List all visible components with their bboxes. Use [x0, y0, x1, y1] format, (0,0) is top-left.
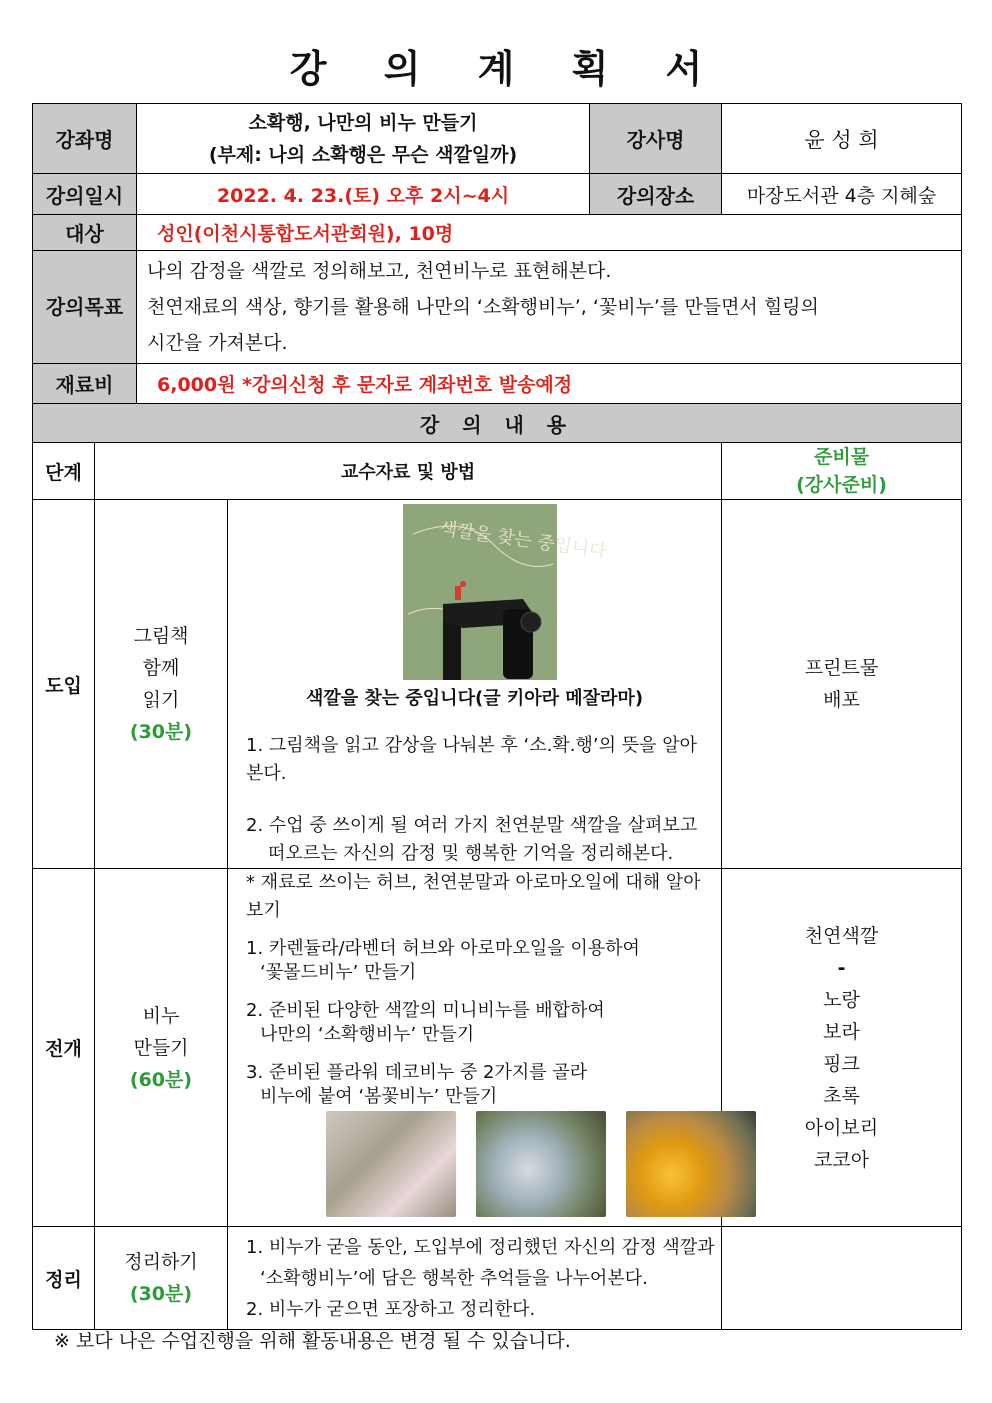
soap-photo-3 — [626, 1111, 756, 1217]
stage-intro: 도입 — [33, 500, 95, 869]
develop-note: * 재료로 쓰이는 허브, 천연분말과 아로마오일에 대해 알아보기 — [246, 872, 701, 921]
wrap-prep — [722, 1227, 962, 1330]
footer-note: ※ 보다 나은 수업진행을 위해 활동내용은 변경 될 수 있습니다. — [54, 1330, 571, 1352]
col-stage: 단계 — [33, 443, 95, 500]
fee-label: 재료비 — [33, 364, 137, 404]
develop-item-3: 3. 준비된 플라워 데코비누 중 2가지를 골라 비누에 붙여 ‘봄꽃비누’ 만들기 — [246, 1062, 588, 1107]
instructor-name: 윤 성 희 — [722, 104, 962, 174]
wrap-method: 1. 비누가 굳을 동안, 도입부에 정리했던 자신의 감정 색깔과 ‘소확행비누’에 담은 행복한 추억들을 나누어본다. 2. 비누가 굳으면 포장하고 정리한다. — [228, 1227, 722, 1330]
stage-develop: 전개 — [33, 869, 95, 1227]
goal-text: 나의 감정을 색깔로 정의해보고, 천연비누로 표현해본다. 천연재료의 색상, 향기를 활용해 나만의 ‘소확행비누’, ‘꽃비누’를 만들면서 힐링의 시간을 가져본다. — [137, 251, 962, 364]
col-method: 교수자료 및 방법 — [95, 443, 722, 500]
course-name: 소확행, 나만의 비누 만들기 (부제: 나의 소확행은 무슨 색깔일까) — [137, 104, 590, 174]
sewing-machine-illustration — [403, 504, 608, 680]
lecture-plan-table — [32, 103, 962, 1330]
goal-label: 강의목표 — [33, 251, 137, 364]
fee-value: 6,000원 *강의신청 후 문자로 계좌번호 발송예정 — [137, 364, 962, 404]
intro-item-1: 1. 그림책을 읽고 감상을 나눠본 후 ‘소.확.행’의 뜻을 알아본다. — [246, 735, 697, 784]
lecture-date: 2022. 4. 23.(토) 오후 2시~4시 — [137, 174, 590, 215]
content-section-title: 강 의 내 용 — [33, 404, 962, 443]
page-title: 강 의 계 획 서 — [289, 47, 725, 91]
develop-activity: 비누 만들기 (60분) — [95, 869, 228, 1227]
intro-prep: 프린트물 배포 — [722, 500, 962, 869]
target-value: 성인(이천시통합도서관회원), 10명 — [137, 215, 962, 251]
picture-book-cover — [403, 504, 608, 680]
book-caption: 색깔을 찾는 중입니다(글 키아라 메잘라마) — [305, 688, 644, 709]
wrap-activity: 정리하기 (30분) — [95, 1227, 228, 1330]
date-label: 강의일시 — [33, 174, 137, 215]
intro-method — [228, 500, 722, 869]
col-prep: 준비물 (강사준비) — [722, 443, 962, 500]
develop-item-1: 1. 카렌듈라/라벤더 허브와 아로마오일을 이용하여 ‘꽃몰드비누’ 만들기 — [246, 938, 640, 983]
develop-item-2: 2. 준비된 다양한 색깔의 미니비누를 배합하여 나만의 ‘소확행비누’ 만들기 — [246, 1000, 605, 1045]
develop-prep: 천연색깔 - 노랑 보라 핑크 초록 아이보리 코코아 — [722, 869, 962, 1227]
instructor-label: 강사명 — [590, 104, 722, 174]
soap-photo-2 — [476, 1111, 606, 1217]
soap-photo-1 — [326, 1111, 456, 1217]
svg-text:색깔을 찾는 중입니다: 색깔을 찾는 중입니다 — [437, 518, 608, 563]
target-label: 대상 — [33, 215, 137, 251]
develop-method — [228, 869, 722, 1227]
stage-wrap: 정리 — [33, 1227, 95, 1330]
soap-photos — [316, 1111, 715, 1226]
intro-activity: 그림책 함께 읽기 (30분) — [95, 500, 228, 869]
course-label: 강좌명 — [33, 104, 137, 174]
lecture-place: 마장도서관 4층 지혜숲 — [722, 174, 962, 215]
intro-item-2: 2. 수업 중 쓰이게 될 여러 가지 천연분말 색깔을 살펴보고 떠오르는 자신의 감정 및 행복한 기억을 정리해본다. — [246, 815, 698, 864]
place-label: 강의장소 — [590, 174, 722, 215]
